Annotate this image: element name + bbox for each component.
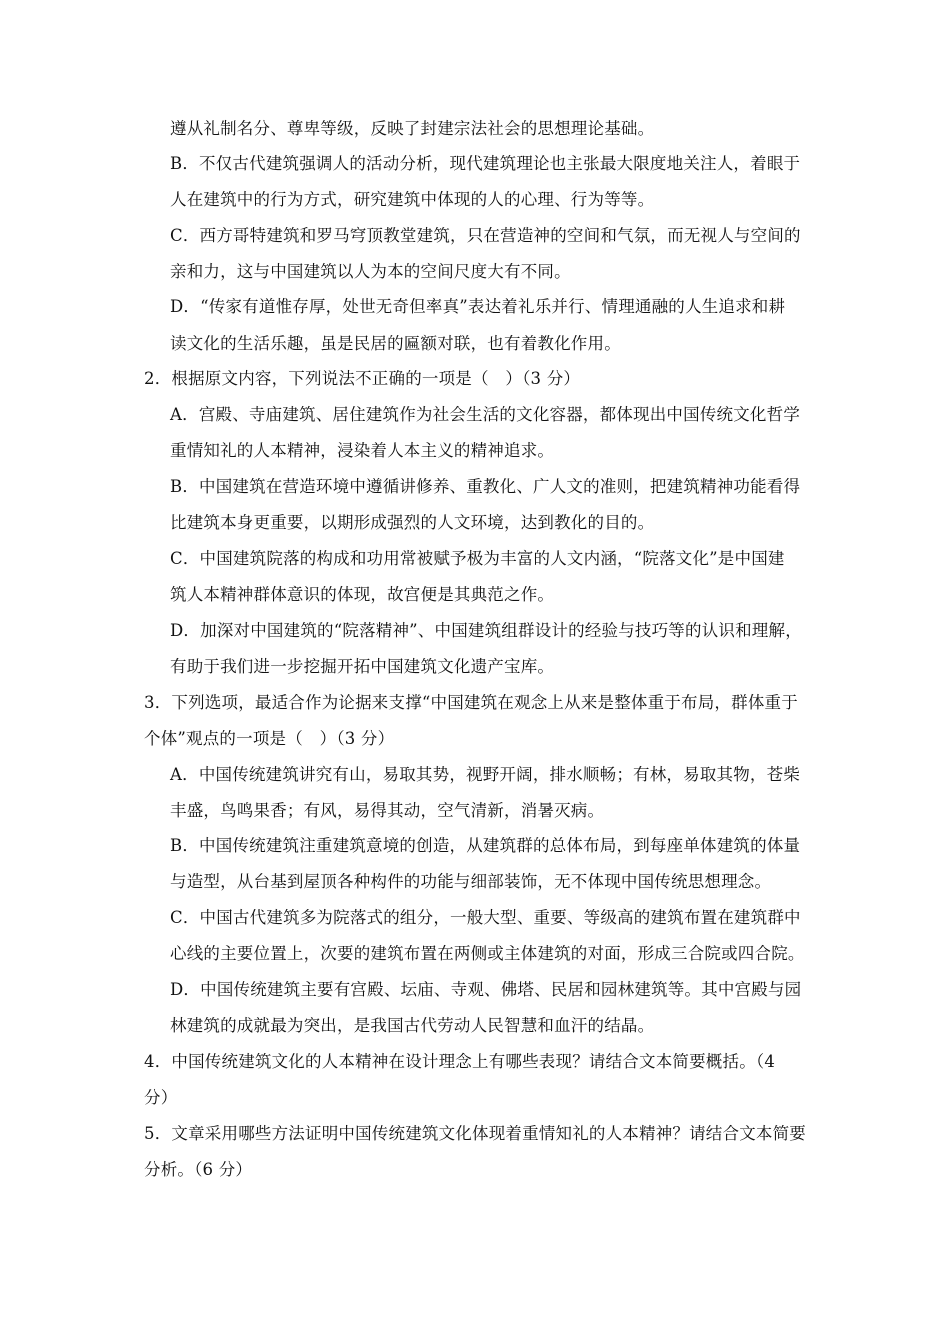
q2-option-b: B．中国建筑在营造环境中遵循讲修养、重教化、广人文的准则，把建筑精神功能看得 bbox=[170, 477, 801, 496]
question-4-stem: 4．中国传统建筑文化的人本精神在设计理念上有哪些表现？请结合文本简要概括。（4 bbox=[144, 1052, 776, 1071]
q1-option-c-continuation: 亲和力，这与中国建筑以人为本的空间尺度大有不同。 bbox=[170, 262, 571, 281]
question-5-stem-continuation: 分析。（6 分） bbox=[144, 1160, 253, 1179]
q2-option-c-continuation: 筑人本精神群体意识的体现，故宫便是其典范之作。 bbox=[170, 585, 555, 604]
question-3-stem: 3．下列选项，最适合作为论据来支撑“中国建筑在观念上从来是整体重于布局，群体重于 bbox=[144, 693, 798, 712]
q3-option-c-continuation: 心线的主要位置上，次要的建筑布置在两侧或主体建筑的对面，形成三合院或四合院。 bbox=[170, 944, 805, 963]
q1-option-c: C．西方哥特建筑和罗马穹顶教堂建筑，只在营造神的空间和气氛，而无视人与空间的 bbox=[170, 226, 801, 245]
q3-option-c: C．中国古代建筑多为院落式的组分，一般大型、重要、等级高的建筑布置在建筑群中 bbox=[170, 908, 801, 927]
question-3-stem-continuation: 个体”观点的一项是（ ）（3 分） bbox=[144, 729, 395, 748]
q2-option-a-continuation: 重情知礼的人本精神，浸染着人本主义的精神追求。 bbox=[170, 441, 555, 460]
question-5-stem: 5．文章采用哪些方法证明中国传统建筑文化体现着重情知礼的人本精神？请结合文本简要 bbox=[144, 1124, 806, 1143]
q1-option-b-continuation: 人在建筑中的行为方式，研究建筑中体现的人的心理、行为等等。 bbox=[170, 190, 655, 209]
q3-option-d-continuation: 林建筑的成就最为突出，是我国古代劳动人民智慧和血汗的结晶。 bbox=[170, 1016, 655, 1035]
question-2-stem: 2．根据原文内容，下列说法不正确的一项是（ ）（3 分） bbox=[144, 369, 581, 388]
q2-option-a: A．宫殿、寺庙建筑、居住建筑作为社会生活的文化容器，都体现出中国传统文化哲学 bbox=[170, 405, 801, 424]
question-4-stem-continuation: 分） bbox=[144, 1088, 178, 1107]
q2-option-d: D．加深对中国建筑的“院落精神”、中国建筑组群设计的经验与技巧等的认识和理解， bbox=[170, 621, 802, 640]
q3-option-a-continuation: 丰盛，鸟鸣果香；有风，易得其动，空气清新，消暑灭病。 bbox=[170, 801, 605, 820]
q1-option-d-continuation: 读文化的生活乐趣，虽是民居的匾额对联，也有着教化作用。 bbox=[170, 334, 621, 353]
q2-option-b-continuation: 比建筑本身更重要，以期形成强烈的人文环境，达到教化的目的。 bbox=[170, 513, 655, 532]
q2-option-c: C．中国建筑院落的构成和功用常被赋予极为丰富的人文内涵，“院落文化”是中国建 bbox=[170, 549, 785, 568]
q2-option-d-continuation: 有助于我们进一步挖掘开拓中国建筑文化遗产宝库。 bbox=[170, 657, 555, 676]
q3-option-a: A．中国传统建筑讲究有山，易取其势，视野开阔，排水顺畅；有林，易取其物，苍柴 bbox=[170, 765, 801, 784]
q3-option-d: D．中国传统建筑主要有宫殿、坛庙、寺观、佛塔、民居和园林建筑等。其中宫殿与园 bbox=[170, 980, 802, 999]
q3-option-b-continuation: 与造型，从台基到屋顶各种构件的功能与细部装饰，无不体现中国传统思想理念。 bbox=[170, 872, 772, 891]
q1-option-d: D．“传家有道惟存厚，处世无奇但率真”表达着礼乐并行、情理通融的人生追求和耕 bbox=[170, 297, 786, 316]
q3-option-b: B．中国传统建筑注重建筑意境的创造，从建筑群的总体布局，到每座单体建筑的体量 bbox=[170, 836, 801, 855]
q1-option-b: B．不仅古代建筑强调人的活动分析，现代建筑理论也主张最大限度地关注人，着眼于 bbox=[170, 154, 801, 173]
q1-option-a-continuation: 遵从礼制名分、尊卑等级，反映了封建宗法社会的思想理论基础。 bbox=[170, 119, 655, 138]
